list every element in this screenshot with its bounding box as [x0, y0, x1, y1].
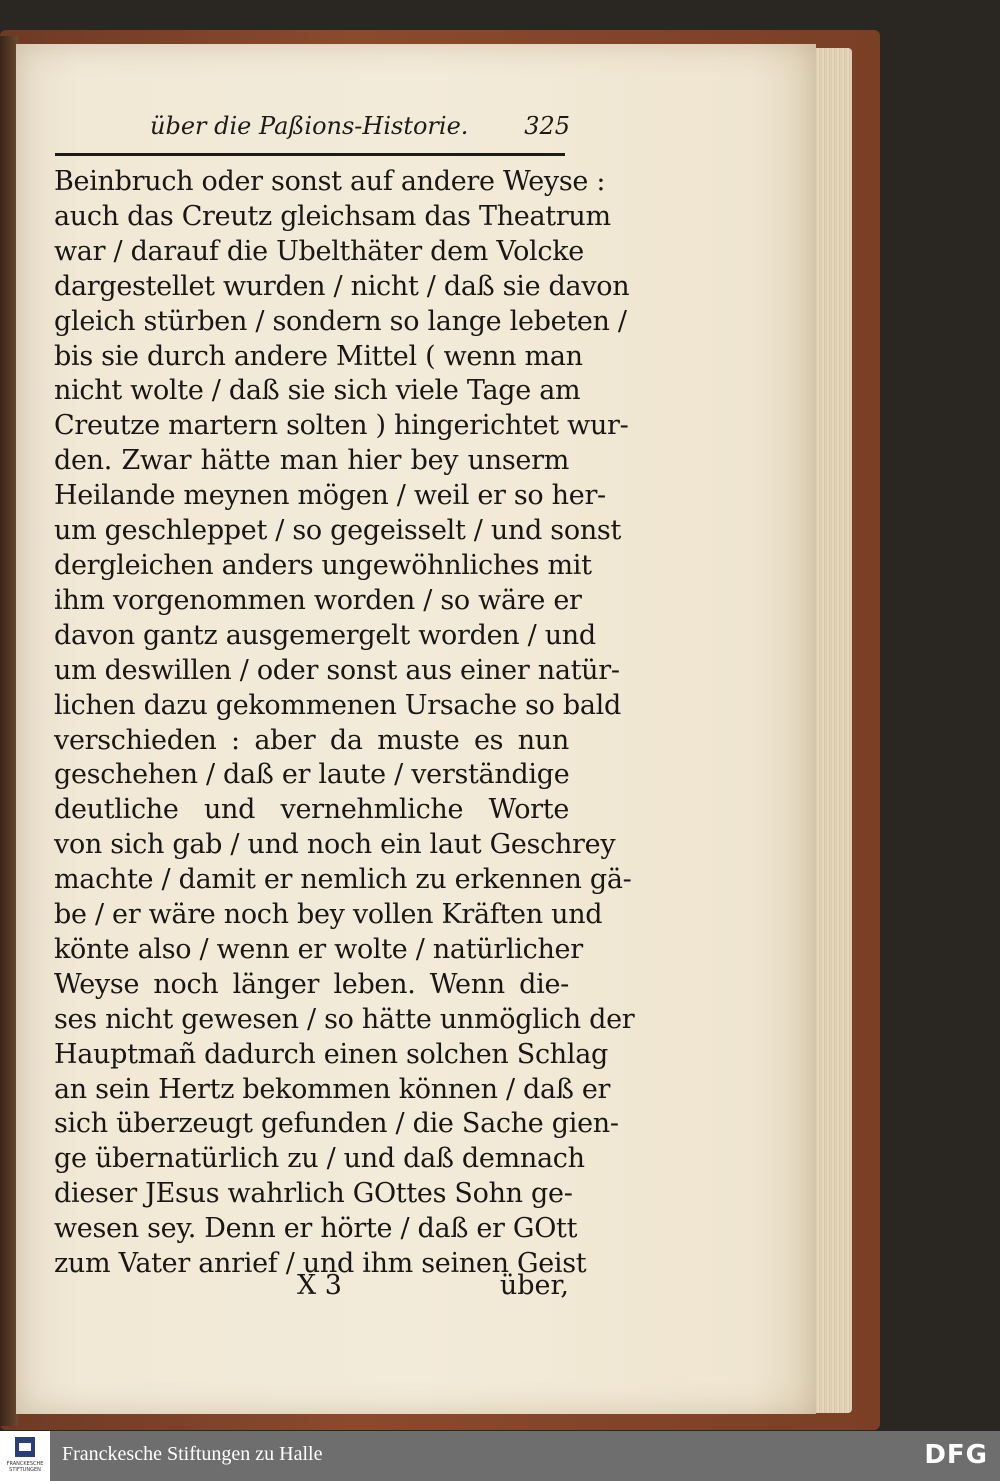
institution-name[interactable]: Franckesche Stiftungen zu Halle: [62, 1443, 323, 1465]
text-line: an sein Hertz bekommen können / daß er: [54, 1073, 611, 1105]
text-line: zum Vater anrief / und ihm seinen Geist: [54, 1248, 587, 1280]
text-line: wesen sey. Denn er hörte / daß er GOtt: [54, 1213, 578, 1245]
body-text: [54, 165, 635, 1282]
text-line: geschehen / daß er laute / verständige: [54, 759, 570, 791]
building-icon: [15, 1437, 35, 1457]
text-line: sich überzeugt gefunden / die Sache gien-: [54, 1108, 619, 1140]
page-number: 325: [524, 112, 570, 140]
text-line: Beinbruch oder sonst auf andere Weyse :: [54, 166, 606, 197]
footer-banner: [0, 1431, 1000, 1481]
text-line: auch das Creutz gleichsam das Theatrum: [54, 200, 611, 232]
text-line: den. Zwar hätte man hier bey unserm: [54, 445, 569, 477]
text-line: nicht wolte / daß sie sich viele Tage am: [54, 375, 581, 407]
text-line: Heilande meynen mögen / weil er so her-: [54, 480, 606, 512]
text-line: um geschleppet / so gegeisselt / und sonst: [54, 515, 622, 547]
dfg-logo[interactable]: DFG: [924, 1440, 988, 1470]
text-line: lichen dazu gekommenen Ursache so bald: [54, 689, 621, 721]
text-line: von sich gab / und noch ein laut Geschrey: [54, 829, 616, 861]
text-line: davon gantz ausgemergelt worden / und: [54, 619, 596, 651]
text-line: ses nicht gewesen / so hätte unmöglich der: [54, 1003, 635, 1035]
text-line: deutliche und vernehmliche Worte: [54, 794, 569, 826]
text-line: Weyse noch länger leben. Wenn die-: [54, 968, 569, 1000]
text-line: verschieden : aber da muste es nun: [54, 724, 569, 756]
header-title: über die Paßions-Historie.: [150, 112, 469, 140]
institution-logo[interactable]: [0, 1431, 50, 1481]
signature-mark: X 3: [297, 1270, 342, 1301]
text-line: dieser JEsus wahrlich GOttes Sohn ge-: [54, 1178, 573, 1210]
text-line: machte / damit er nemlich zu erkennen gä-: [54, 864, 632, 896]
text-line: Creutze martern solten ) hingerichtet wur-: [54, 410, 629, 442]
text-line: dargestellet wurden / nicht / daß sie davon: [54, 270, 630, 302]
text-line: ihm vorgenommen worden / so wäre er: [54, 584, 582, 616]
catchword: über,: [499, 1270, 569, 1301]
text-line: ge übernatürlich zu / und daß demnach: [54, 1143, 585, 1175]
text-line: be / er wäre noch bey vollen Kräften und: [54, 899, 603, 931]
logo-text: FRANCKESCHE STIFTUNGEN: [6, 1461, 44, 1473]
text-line: Hauptmañ dadurch einen solchen Schlag: [54, 1038, 608, 1070]
text-line: war / darauf die Ubelthäter dem Volcke: [54, 235, 584, 267]
header-rule: [55, 153, 565, 156]
page-footer: [54, 1270, 569, 1306]
text-line: um deswillen / oder sonst aus einer natür-: [54, 654, 620, 686]
text-line: könte also / wenn er wolte / natürlicher: [54, 933, 583, 965]
running-header: [150, 112, 570, 148]
text-line: dergleichen anders ungewöhnliches mit: [54, 549, 592, 581]
text-line: gleich stürben / sondern so lange lebeten /: [54, 305, 627, 337]
text-line: bis sie durch andere Mittel ( wenn man: [54, 340, 583, 372]
